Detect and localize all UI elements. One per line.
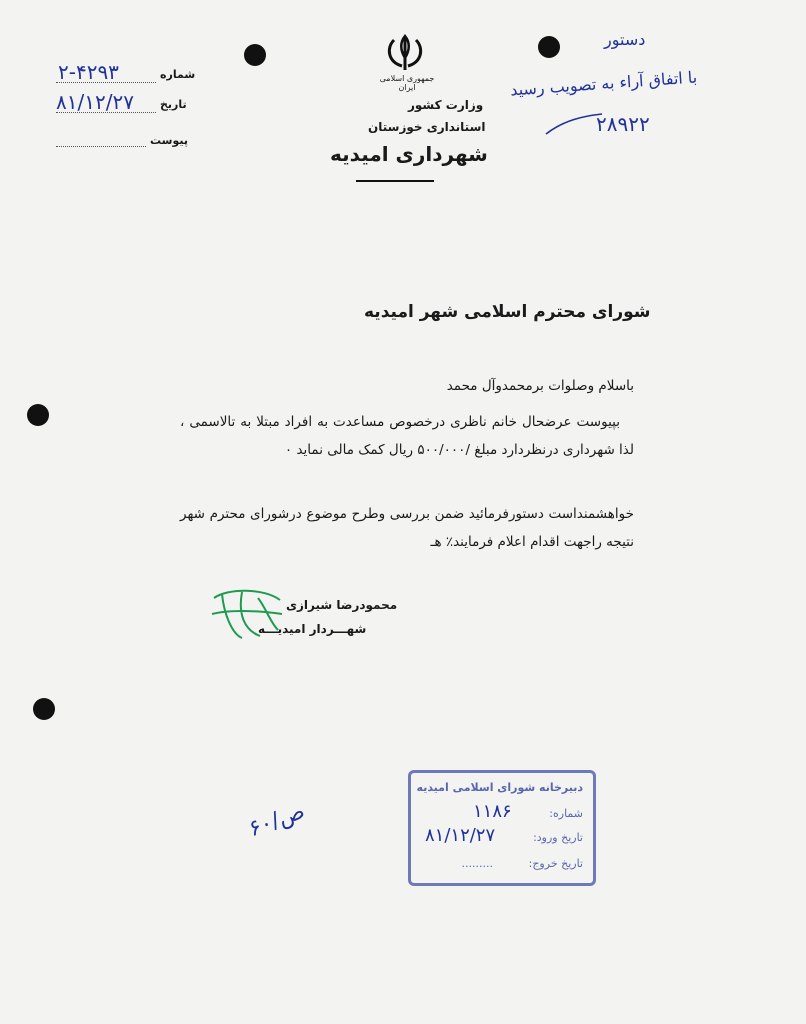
greeting: باسلام وصلوات برمحمدوآل محمد	[446, 378, 634, 394]
stamp-number-value: ۱۱۸۶	[473, 801, 512, 822]
handwritten-stroke	[544, 110, 604, 140]
punch-hole	[244, 44, 266, 66]
organization-title: شهرداری امیدیه	[330, 142, 488, 166]
number-value: ۲-۴۲۹۳	[58, 60, 119, 84]
province-text: استانداری خوزستان	[368, 120, 486, 134]
stamp-date-label: تاریخ ورود:	[533, 831, 583, 844]
number-label: شماره	[160, 68, 196, 81]
council-receipt-stamp	[408, 770, 596, 886]
republic-text: جمهوری اسلامی ایران	[379, 74, 435, 92]
punch-hole	[33, 698, 55, 720]
attachment-label: پیوست	[150, 134, 188, 147]
stamp-exit-label: تاریخ خروج:	[528, 857, 583, 870]
addressee: شورای محترم اسلامی شهر امیدیه	[364, 302, 651, 322]
signer-title: شهـــردار امیدیـــه	[258, 622, 367, 636]
paragraph-1: بپیوست عرضحال خانم ناظری درخصوص مساعدت به افراد مبتلا به تالاسمی ، لذا شهرداری درنظردارد مبلغ /۵۰۰/۰۰۰ ریال کمک مالی نماید ٠	[180, 414, 634, 458]
header-divider	[356, 180, 434, 182]
attachment-line	[56, 146, 146, 147]
paragraph-2: خواهشمنداست دستورفرمائید ضمن بررسی وطرح موضوع درشورای محترم شهر نتیجه راجهت اقدام اعلام فرمایند٪ هـ	[180, 506, 634, 550]
punch-hole	[27, 404, 49, 426]
stamp-title: دبیرخانه شورای اسلامی امیدیه	[416, 781, 583, 794]
punch-hole	[538, 36, 560, 58]
handwritten-approval-note: با اتفاق آراء به تصویب رسید	[509, 67, 698, 100]
handwritten-margin-note: ص/۶۰	[245, 798, 309, 843]
iran-emblem-icon	[382, 32, 428, 76]
ministry-text: وزارت کشور	[408, 98, 484, 112]
signer-name: محمودرضا شیرازی	[286, 598, 398, 612]
stamp-exit-value: .........	[461, 857, 493, 870]
date-value: ۸۱/۱۲/۲۷	[56, 90, 134, 114]
handwritten-word: دستور	[604, 30, 646, 49]
date-label: تاریخ	[160, 98, 187, 111]
stamp-number-label: شماره:	[549, 807, 583, 820]
stamp-date-value: ۸۱/۱۲/۲۷	[425, 825, 496, 846]
handwritten-number: ۲۸۹۲۲	[596, 112, 650, 136]
